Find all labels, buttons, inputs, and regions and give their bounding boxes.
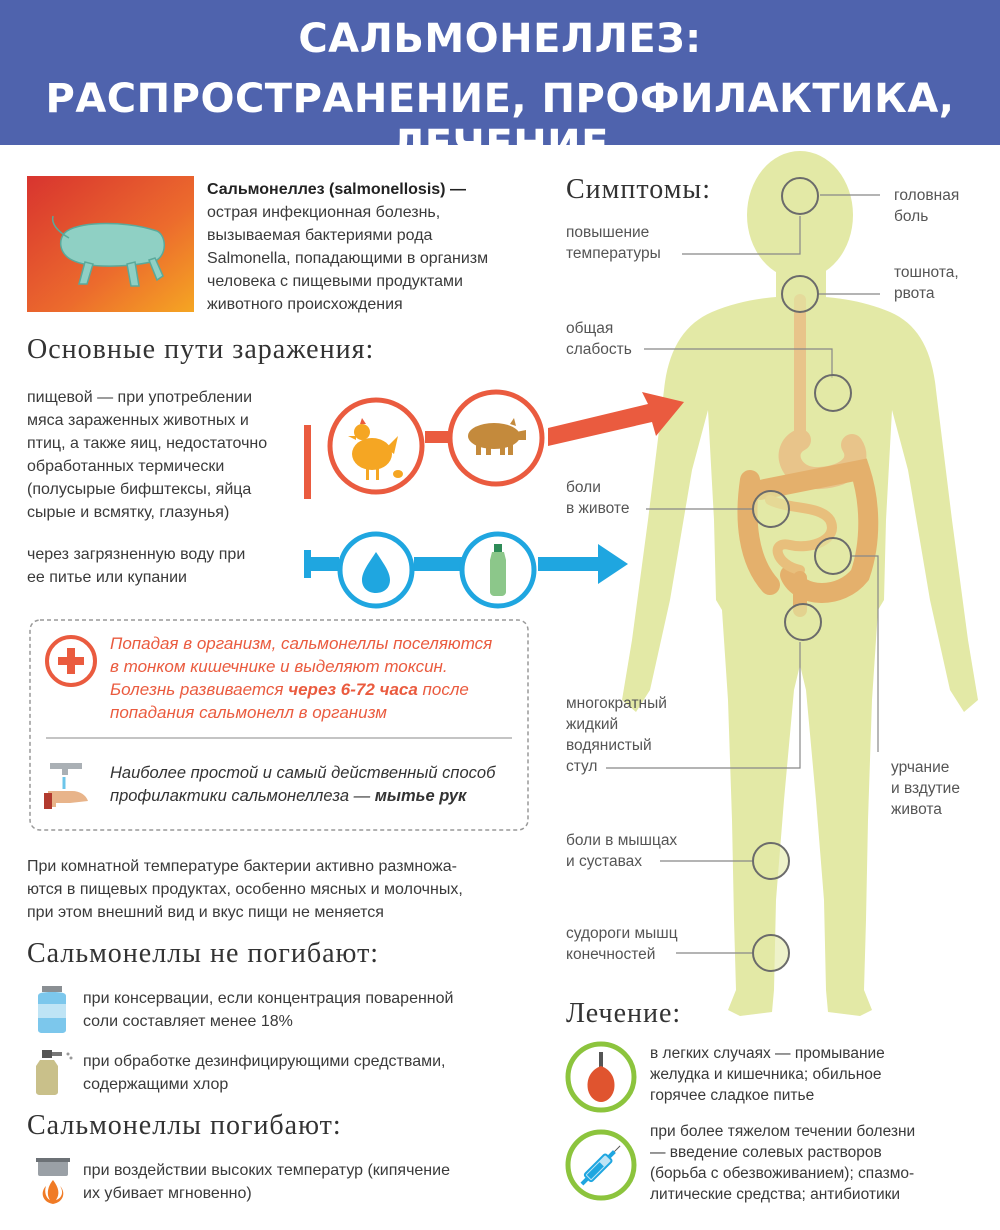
symptom-line: температуры [566, 245, 661, 262]
symptom-line: боли [566, 479, 601, 496]
water-line: ее питье или купании [27, 569, 187, 586]
intro-term: Сальмонеллез (salmonellosis) [207, 181, 446, 198]
survive-heading: Сальмонеллы не погибают: [27, 938, 380, 969]
symptom-line: боли в мышцах [566, 832, 678, 849]
symptom-muscle-pain [566, 830, 677, 872]
intro-text [207, 178, 537, 316]
food-line: мяса зараженных животных и [27, 412, 249, 429]
symptom-line: и суставах [566, 853, 643, 870]
survive-line: при консервации, если концентрация поваренной [83, 990, 454, 1007]
notice-line: попадания сальмонелл в организм [110, 703, 387, 722]
medical-cross-icon [44, 634, 98, 688]
intro-dash: — [445, 181, 466, 198]
symptom-line: слабость [566, 341, 632, 358]
intro-line: вызываемая бактериями рода [207, 227, 433, 244]
intro-line: животного происхождения [207, 296, 403, 313]
treatment-heading: Лечение: [566, 998, 682, 1029]
symptom-line: в животе [566, 500, 630, 517]
symptom-line: судороги мышц [566, 925, 678, 942]
handwash-line: Наиболее простой и самый действенный способ [110, 764, 496, 782]
room-temp-text [27, 855, 527, 924]
die-line: при воздействии высоких температур (кипячение [83, 1162, 450, 1179]
title-banner [0, 0, 1000, 168]
notice-line3-bold: через 6-72 часа [288, 680, 418, 699]
food-line: (полусырые бифштексы, яйца [27, 481, 252, 498]
notice-line: Попадая в организм, сальмонеллы поселяются [110, 634, 493, 653]
treatment-line: при более тяжелом течении болезни [650, 1123, 916, 1140]
food-route-text [27, 386, 307, 524]
symptom-line: многократный [566, 695, 667, 712]
symptom-line: живота [891, 801, 942, 818]
room-temp-line: при этом внешний вид и вкус пищи не меняется [27, 904, 384, 921]
symptom-nausea [894, 262, 959, 304]
title-line-2: РАСПРОСТРАНЕНИЕ, ПРОФИЛАКТИКА, ЛЕЧЕНИЕ [45, 76, 955, 168]
water-line: через загрязненную воду при [27, 546, 246, 563]
title-line-1: САЛЬМОНЕЛЛЕЗ: [298, 16, 702, 62]
room-temp-line: При комнатной температуре бактерии активно размножа- [27, 858, 457, 875]
symptom-line: урчание [891, 759, 950, 776]
handwash-line [110, 785, 520, 808]
food-line: птиц, а также яиц, недостаточно [27, 435, 268, 452]
food-line: пищевой — при употреблении [27, 389, 253, 406]
symptom-line: и вздутие [891, 780, 960, 797]
notice-text [110, 632, 520, 724]
symptom-line: головная [894, 187, 960, 204]
symptom-line: тошнота, [894, 264, 959, 281]
notice-line3-pre: Болезнь развивается [110, 680, 289, 699]
notice-line3-post: после [417, 680, 469, 699]
bacteria-icon [27, 176, 194, 312]
treatment-line: литические средства; антибиотики [650, 1186, 901, 1203]
intro-line: человека с пищевыми продуктами [207, 273, 463, 290]
jar-icon [32, 984, 72, 1034]
survive-item-2 [83, 1050, 523, 1096]
symptom-stool [566, 693, 667, 777]
symptom-line: боль [894, 208, 929, 225]
bottle-icon [458, 530, 538, 610]
die-item-1 [83, 1159, 523, 1205]
symptom-rumbling [891, 757, 960, 820]
spray-bottle-icon [30, 1048, 74, 1096]
symptom-line: общая [566, 320, 614, 337]
water-route-text [27, 543, 307, 589]
intro-line: острая инфекционная болезнь, [207, 204, 441, 221]
notice-line: в тонком кишечнике и выделяют токсин. [110, 657, 448, 676]
symptom-stomach-pain [566, 477, 629, 519]
food-line: обработанных термически [27, 458, 225, 475]
symptom-cramps [566, 923, 678, 965]
treatment-line: — введение солевых растворов [650, 1144, 882, 1161]
notice-line [110, 678, 520, 701]
handwash-text [110, 762, 520, 808]
treatment-severe [650, 1121, 990, 1205]
syringe-icon [564, 1128, 638, 1202]
symptom-line: жидкий [566, 716, 619, 733]
treatment-line: (борьба с обезвоживанием); спазмо- [650, 1165, 915, 1182]
treatment-line: горячее сладкое питье [650, 1087, 815, 1104]
symptom-headache [894, 185, 959, 227]
infection-heading: Основные пути заражения: [27, 334, 375, 365]
survive-line: соли составляет менее 18% [83, 1013, 293, 1030]
treatment-line: желудка и кишечника; обильное [650, 1066, 882, 1083]
survive-line: при обработке дезинфицирующими средствами, [83, 1053, 446, 1070]
symptom-fever [566, 222, 661, 264]
enema-bulb-icon [564, 1040, 638, 1114]
symptoms-heading: Симптомы: [566, 174, 712, 205]
handwash-line2-bold: мытье рук [374, 787, 467, 805]
symptom-line: водянистый [566, 737, 652, 754]
symptom-line: повышение [566, 224, 650, 241]
handwash-line2-pre: профилактики сальмонеллеза — [110, 787, 375, 805]
handwash-icon [42, 755, 100, 811]
survive-line: содержащими хлор [83, 1076, 229, 1093]
symptom-weakness [566, 318, 632, 360]
survive-item-1 [83, 987, 523, 1033]
room-temp-line: ются в пищевых продуктах, особенно мясных и молочных, [27, 881, 463, 898]
symptom-line: рвота [894, 285, 935, 302]
die-line: их убивает мгновенно) [83, 1185, 252, 1202]
intro-line: Salmonella, попадающими в организм [207, 250, 489, 267]
die-heading: Сальмонеллы погибают: [27, 1110, 342, 1141]
food-line: сырые и всмятку, глазунья) [27, 504, 230, 521]
treatment-line: в легких случаях — промывание [650, 1045, 885, 1062]
water-drop-icon [336, 530, 416, 610]
treatment-mild [650, 1043, 990, 1106]
chicken-icon [326, 396, 426, 496]
boiling-pot-icon [32, 1156, 74, 1206]
symptom-line: стул [566, 758, 598, 775]
symptom-line: конечностей [566, 946, 656, 963]
pig-icon [446, 388, 546, 488]
